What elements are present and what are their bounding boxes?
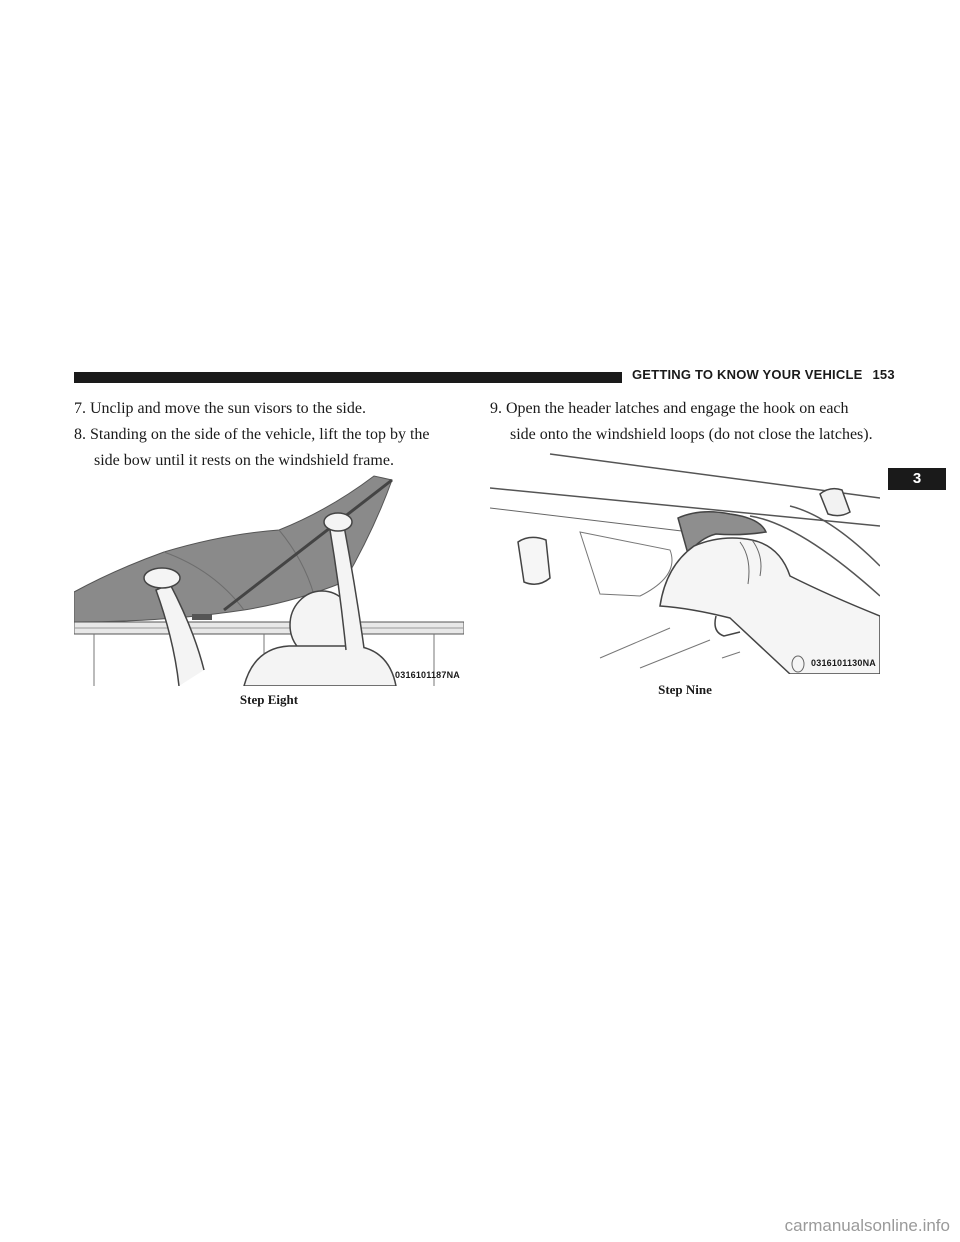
page-number: 153 bbox=[872, 367, 895, 382]
step-8 bbox=[74, 422, 464, 474]
step-7 bbox=[74, 396, 464, 422]
step-number: 9. bbox=[490, 400, 502, 417]
figure-id: 0316101130NA bbox=[811, 658, 876, 668]
step-number: 7. bbox=[74, 400, 86, 417]
step-eight-illustration bbox=[74, 470, 464, 686]
header-rule bbox=[74, 372, 622, 383]
figure-step-eight bbox=[74, 470, 464, 686]
figure-step-nine bbox=[490, 446, 880, 674]
caption-step-nine: Step Nine bbox=[658, 682, 712, 697]
section-title: GETTING TO KNOW YOUR VEHICLE bbox=[632, 367, 863, 382]
step-text-continuation: side onto the windshield loops (do not close the latches). bbox=[510, 426, 873, 443]
step-nine-illustration bbox=[490, 446, 880, 674]
step-text: Open the header latches and engage the hook on each bbox=[506, 400, 849, 417]
step-text-continuation: side bow until it rests on the windshield frame. bbox=[94, 452, 394, 469]
step-9 bbox=[490, 396, 880, 448]
caption-step-eight: Step Eight bbox=[239, 692, 299, 707]
chapter-tab: 3 bbox=[888, 468, 946, 490]
step-text: Standing on the side of the vehicle, lift the top by the bbox=[90, 426, 430, 443]
step-number: 8. bbox=[74, 426, 86, 443]
watermark: carmanualsonline.info bbox=[784, 1216, 950, 1235]
figure-id: 0316101187NA bbox=[395, 670, 460, 680]
running-header bbox=[632, 367, 895, 382]
step-text: Unclip and move the sun visors to the side. bbox=[90, 400, 366, 417]
